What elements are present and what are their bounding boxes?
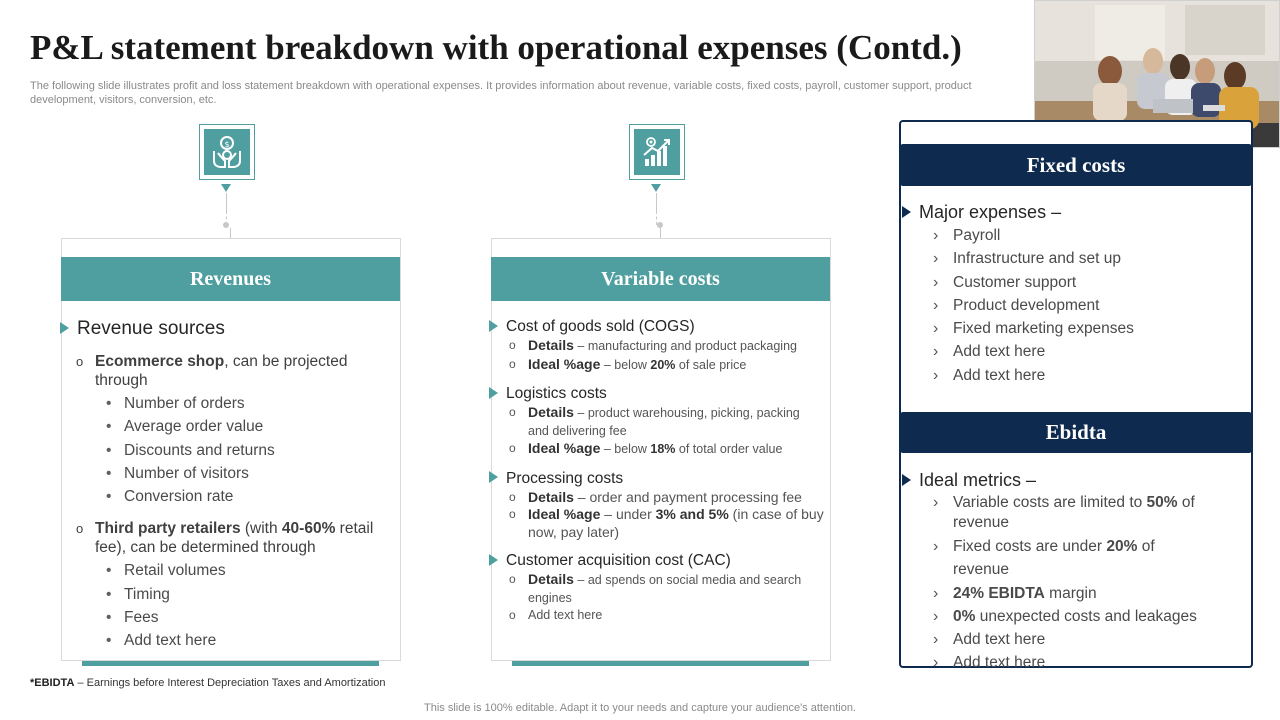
fixed-costs-header: Fixed costs	[900, 144, 1252, 186]
variable-icon-box	[629, 124, 685, 180]
circle-bullet-icon: o	[509, 572, 516, 586]
list-item: › Add text here	[953, 651, 1202, 674]
logistics-heading: Logistics costs	[489, 385, 824, 403]
revenues-content	[60, 318, 390, 653]
circle-bullet-icon: o	[509, 507, 516, 521]
ebidta-footnote: *EBIDTA – Earnings before Interest Depreciation Taxes and Amortization	[30, 677, 386, 689]
list-item: • Conversion rate	[124, 485, 390, 508]
revenues-connector-end	[230, 228, 231, 238]
circle-bullet-icon: o	[76, 521, 84, 537]
arrow-right-icon	[60, 322, 69, 334]
list-item: o Ideal %age – under 3% and 5% (in case of buy now, pay later)	[509, 506, 824, 540]
third-party-item: o Third party retailers (with 40-60% retail fee), can be determined through	[76, 520, 374, 557]
list-item: › Infrastructure and set up	[953, 247, 1247, 270]
ecommerce-shop-item: o Ecommerce shop, can be projected through	[76, 353, 348, 389]
list-item: › Add text here	[953, 364, 1247, 387]
list-item: o Add text here	[489, 607, 824, 625]
cogs-block	[489, 318, 824, 374]
list-item: › Customer support	[953, 271, 1247, 294]
circle-bullet-icon: o	[76, 354, 84, 369]
revenues-connector-dot	[223, 222, 229, 228]
list-item: • Number of visitors	[124, 462, 390, 485]
variable-connector	[656, 193, 657, 211]
list-item: • Timing	[124, 583, 390, 606]
variable-pointer-icon	[651, 184, 661, 192]
list-item: › 24% EBIDTA margin	[953, 582, 1202, 605]
list-item: › Product development	[953, 294, 1247, 317]
list-item: • Add text here	[124, 629, 390, 652]
list-item: o Details – ad spends on social media and search engines	[509, 571, 802, 605]
revenues-connector	[226, 193, 227, 211]
arrow-right-icon	[902, 206, 911, 218]
circle-bullet-icon: o	[509, 441, 516, 455]
editable-note: This slide is 100% editable. Adapt it to your needs and capture your audience's attention.	[424, 702, 856, 714]
circle-bullet-icon: o	[509, 405, 516, 419]
svg-text:$: $	[224, 140, 230, 149]
revenue-sources-heading: Revenue sources	[60, 318, 390, 340]
list-item: • Average order value	[124, 415, 390, 438]
revenues-card-accent	[82, 661, 379, 666]
list-item: › Add text here	[953, 628, 1202, 651]
processing-heading: Processing costs	[489, 470, 824, 488]
variable-connector-end	[660, 228, 661, 238]
ebidta-content	[902, 470, 1247, 675]
circle-bullet-icon: o	[509, 338, 516, 352]
list-item: › 0% unexpected costs and leakages	[953, 605, 1202, 628]
arrow-right-icon	[489, 320, 498, 332]
ecommerce-list	[60, 392, 390, 508]
major-expenses-heading: Major expenses –	[902, 202, 1247, 223]
ebidta-header: Ebidta	[900, 412, 1252, 453]
ebidta-list	[902, 493, 1202, 675]
variable-costs-header: Variable costs	[491, 257, 830, 301]
list-item: › Fixed marketing expenses	[953, 317, 1247, 340]
list-item: o Details – product warehousing, picking, packing and delivering fee	[509, 404, 800, 438]
page-subtitle: The following slide illustrates profit and loss statement breakdown with operational expenses. It provides information about revenue, variable costs, fixed costs, payroll, customer support, product development, visitors, conversion, etc.	[30, 80, 972, 106]
list-item: › Fixed costs are under 20% of revenue	[953, 535, 1202, 582]
list-item: › Payroll	[953, 224, 1247, 247]
third-party-list	[60, 559, 390, 652]
circle-bullet-icon: o	[509, 489, 516, 504]
logistics-block	[489, 385, 824, 459]
growth-chart-icon	[638, 133, 676, 171]
revenues-header: Revenues	[61, 257, 400, 301]
cac-heading: Customer acquisition cost (CAC)	[489, 552, 824, 570]
ideal-metrics-heading: Ideal metrics –	[902, 470, 1247, 491]
list-item: › Variable costs are limited to 50% of revenue	[953, 493, 1202, 532]
list-item: • Discounts and returns	[124, 439, 390, 462]
processing-block	[489, 470, 824, 542]
variable-costs-content	[489, 318, 824, 636]
revenues-pointer-icon	[221, 184, 231, 192]
fixed-costs-content	[902, 202, 1247, 387]
hands-coins-icon	[208, 133, 246, 171]
revenues-icon-box	[199, 124, 255, 180]
arrow-right-icon	[902, 474, 911, 486]
variable-card-accent	[512, 661, 809, 666]
list-item: • Retail volumes	[124, 559, 390, 582]
list-item: o Ideal %age – below 18% of total order value	[509, 440, 783, 456]
list-item: › Add text here	[953, 340, 1247, 363]
cac-block	[489, 552, 824, 625]
arrow-right-icon	[489, 387, 498, 399]
circle-bullet-icon: o	[509, 356, 516, 371]
list-item: o Details – manufacturing and product packaging	[509, 337, 797, 353]
fixed-costs-list	[902, 224, 1247, 387]
list-item: o Details – order and payment processing fee	[509, 488, 802, 505]
page-title: P&L statement breakdown with operational expenses (Contd.)	[30, 28, 962, 67]
circle-bullet-icon: o	[509, 608, 516, 622]
arrow-right-icon	[489, 471, 498, 483]
list-item: o Ideal %age – below 20% of sale price	[509, 355, 747, 372]
arrow-right-icon	[489, 554, 498, 566]
list-item: • Fees	[124, 606, 390, 629]
cogs-heading: Cost of goods sold (COGS)	[489, 318, 824, 336]
list-item: • Number of orders	[124, 392, 390, 415]
